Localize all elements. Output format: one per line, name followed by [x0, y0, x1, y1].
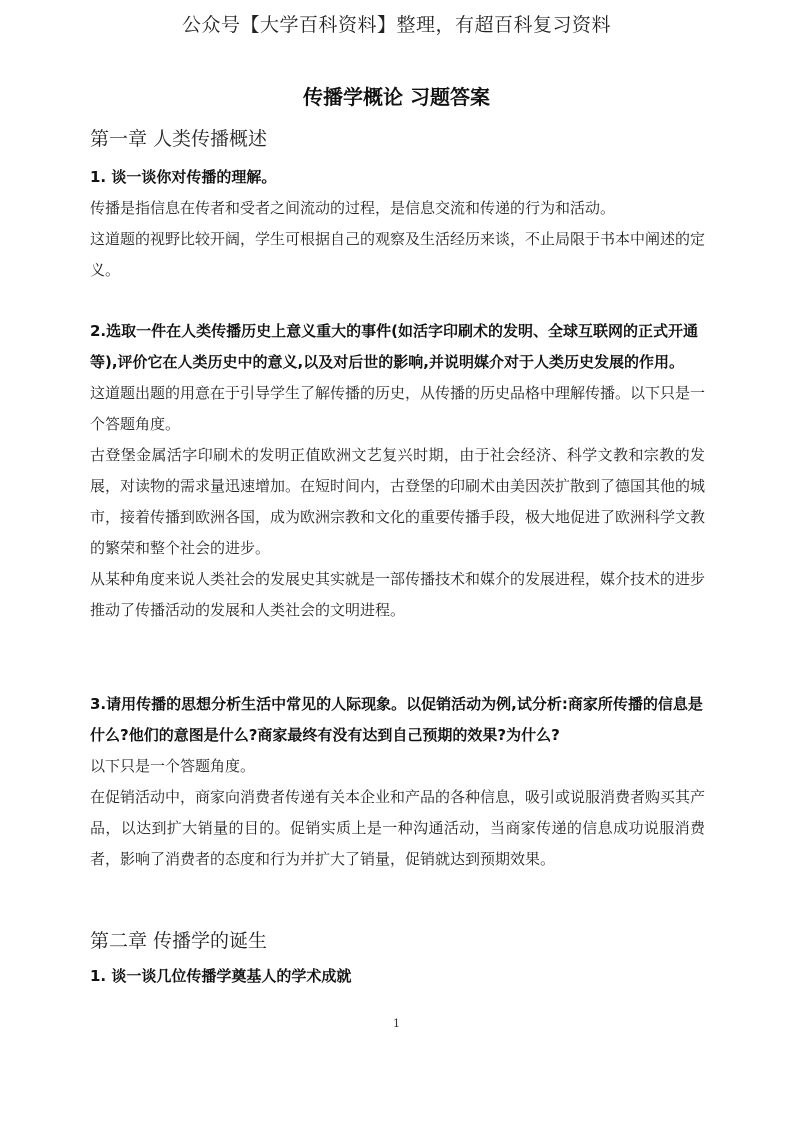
question-3: 3.请用传播的思想分析生活中常见的人际现象。以促销活动为例,试分析:商家所传播的信息是什么?他们的意图是什么?商家最终有没有达到自己预期的效果?为什么? — [90, 695, 703, 744]
chapter1-q1-block — [90, 162, 705, 286]
header-banner: 公众号【大学百科资料】整理，有超百科复习资料 — [181, 14, 611, 36]
answer-paragraph: 从某种角度来说人类社会的发展史其实就是一部传播技术和媒介的发展进程，媒介技术的进步推动了传播活动的发展和人类社会的文明进程。 — [90, 570, 706, 619]
chapter1-q3-block — [90, 689, 705, 875]
chapter1-q2-block — [90, 316, 705, 626]
answer-paragraph: 传播是指信息在传者和受者之间流动的过程，是信息交流和传递的行为和活动。 — [90, 199, 616, 217]
page-number: 1 — [393, 1017, 400, 1030]
answer-paragraph: 在促销活动中，商家向消费者传递有关本企业和产品的各种信息，吸引或说服消费者购买其产品，以达到扩大销量的目的。促销实质上是一种沟通活动，当商家传递的信息成功说服消费者，影响了消费者的态度和行为并扩大了销量，促销就达到预期效果。 — [90, 788, 706, 868]
chapter-heading-2: 第二章 传播学的诞生 — [90, 930, 268, 952]
answer-paragraph: 这道题的视野比较开阔，学生可根据自己的观察及生活经历来谈，不止局限于书本中阐述的定义。 — [90, 230, 706, 279]
answer-paragraph: 以下只是一个答题角度。 — [90, 757, 256, 775]
answer-paragraph: 古登堡金属活字印刷术的发明正值欧洲文艺复兴时期，由于社会经济、科学文教和宗教的发展，对读物的需求量迅速增加。在短时间内，古登堡的印刷术由美因茨扩散到了德国其他的城市，接着传播到欧洲各国，成为欧洲宗教和文化的重要传播手段，极大地促进了欧洲科学文教的繁荣和整个社会的进步。 — [90, 446, 706, 557]
answer-paragraph: 这道题出题的用意在于引导学生了解传播的历史，从传播的历史品格中理解传播。以下只是一个答题角度。 — [90, 384, 706, 433]
question-1: 1. 谈一谈几位传播学奠基人的学术成就 — [90, 967, 352, 985]
chapter-heading-1: 第一章 人类传播概述 — [90, 128, 268, 150]
question-2: 2.选取一件在人类传播历史上意义重大的事件(如活字印刷术的发明、全球互联网的正式开通等),评价它在人类历史中的意义,以及对后世的影响,并说明媒介对于人类历史发展的作用。 — [90, 322, 698, 371]
page-title: 传播学概论 习题答案 — [303, 85, 490, 109]
chapter2-q1-block — [90, 961, 705, 992]
question-1: 1. 谈一谈你对传播的理解。 — [90, 168, 277, 186]
